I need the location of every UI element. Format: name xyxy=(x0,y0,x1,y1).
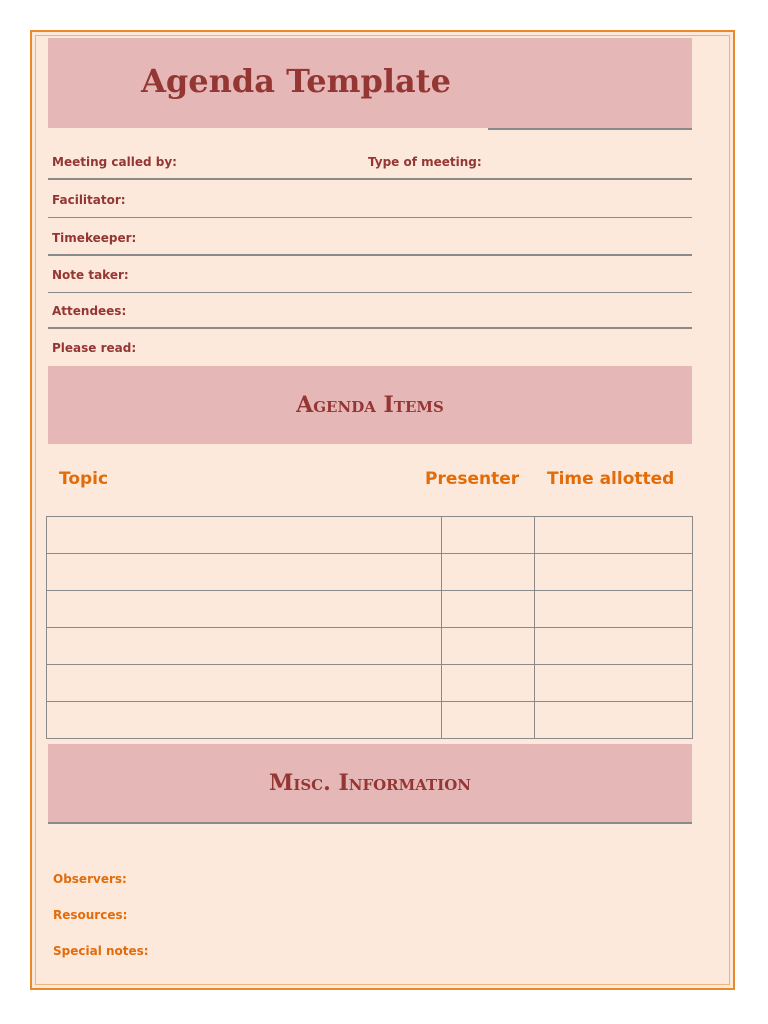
table-row xyxy=(47,665,693,702)
table-row xyxy=(47,628,693,665)
table-row xyxy=(47,554,693,591)
time-allotted-cell[interactable] xyxy=(535,665,693,702)
meeting-called-by-label: Meeting called by: xyxy=(52,155,177,169)
time-allotted-cell[interactable] xyxy=(535,628,693,665)
presenter-cell[interactable] xyxy=(442,591,535,628)
divider-line xyxy=(48,217,692,218)
misc-information-heading: Misc. Information xyxy=(268,770,472,796)
agenda-items-band xyxy=(48,366,692,444)
timekeeper-label: Timekeeper: xyxy=(52,231,137,245)
misc-information-band xyxy=(48,744,692,824)
special-notes-label: Special notes: xyxy=(53,944,149,958)
topic-cell[interactable] xyxy=(47,665,442,702)
time-allotted-cell[interactable] xyxy=(535,702,693,739)
presenter-cell[interactable] xyxy=(442,554,535,591)
presenter-cell[interactable] xyxy=(442,702,535,739)
topic-cell[interactable] xyxy=(47,628,442,665)
table-row xyxy=(47,591,693,628)
title-underline xyxy=(488,128,692,130)
time-allotted-cell[interactable] xyxy=(535,517,693,554)
time-allotted-cell[interactable] xyxy=(535,554,693,591)
presenter-cell[interactable] xyxy=(442,628,535,665)
divider-line xyxy=(48,254,692,256)
resources-label: Resources: xyxy=(53,908,128,922)
divider-line xyxy=(48,178,692,180)
topic-cell[interactable] xyxy=(47,702,442,739)
table-row xyxy=(47,702,693,739)
note-taker-label: Note taker: xyxy=(52,268,129,282)
attendees-label: Attendees: xyxy=(52,304,127,318)
please-read-label: Please read: xyxy=(52,341,137,355)
page-title: Agenda Template xyxy=(141,62,451,100)
facilitator-label: Facilitator: xyxy=(52,193,126,207)
topic-cell[interactable] xyxy=(47,591,442,628)
topic-column-header: Topic xyxy=(59,469,109,489)
divider-line xyxy=(48,292,692,293)
presenter-column-header: Presenter xyxy=(425,469,520,489)
presenter-cell[interactable] xyxy=(442,665,535,702)
title-band xyxy=(48,38,692,128)
type-of-meeting-label: Type of meeting: xyxy=(368,155,482,169)
topic-cell[interactable] xyxy=(47,517,442,554)
divider-line xyxy=(48,327,692,329)
time-allotted-column-header: Time allotted xyxy=(547,469,675,489)
topic-cell[interactable] xyxy=(47,554,442,591)
presenter-cell[interactable] xyxy=(442,517,535,554)
agenda-items-heading: Agenda Items xyxy=(296,392,444,418)
observers-label: Observers: xyxy=(53,872,127,886)
table-row xyxy=(47,517,693,554)
agenda-page xyxy=(30,30,735,990)
time-allotted-cell[interactable] xyxy=(535,591,693,628)
agenda-items-table xyxy=(46,516,693,739)
